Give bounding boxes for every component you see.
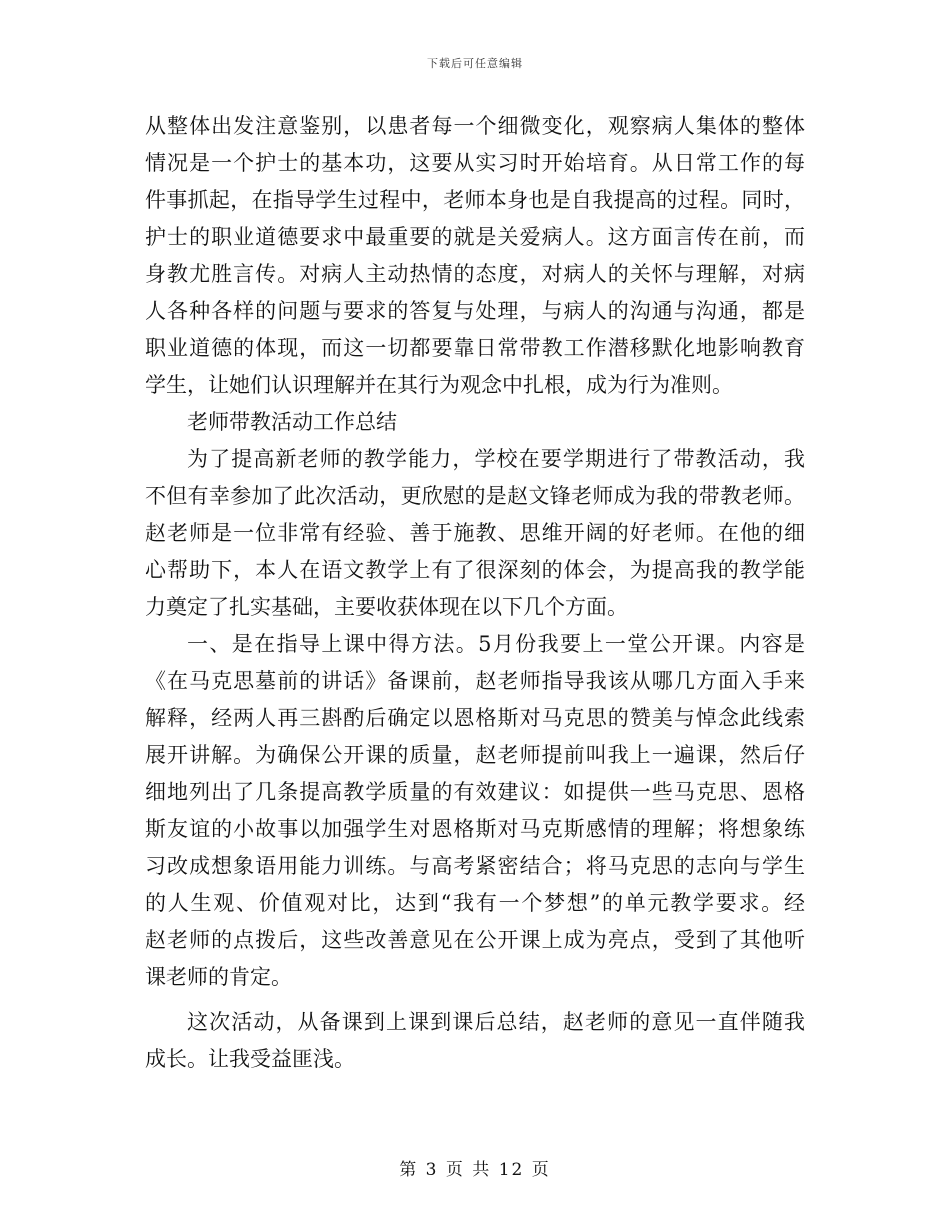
paragraph-line: 赵老师的点拨后，这些改善意见在公开课上成为亮点，受到了其他听 (145, 928, 805, 952)
paragraph-line: 《在马克思墓前的讲话》备课前，赵老师指导我该从哪几方面入手来 (145, 669, 805, 693)
paragraph-line: 为了提高新老师的教学能力，学校在要学期进行了带教活动，我 (187, 447, 805, 471)
paragraph-line: 的人生观、价值观对比，达到“我有一个梦想”的单元教学要求。经 (145, 891, 805, 915)
paragraph-line: 习改成想象语用能力训练。与高考紧密结合；将马克思的志向与学生 (145, 854, 805, 878)
page-header: 下载后可任意编辑 (427, 57, 523, 70)
paragraph-line: 这次活动，从备课到上课到课后总结，赵老师的意见一直伴随我 (187, 1010, 805, 1034)
paragraph-line: 学生，让她们认识理解并在其行为观念中扎根，成为行为准则。 (145, 373, 733, 397)
paragraph-line: 课老师的肯定。 (145, 965, 292, 989)
paragraph-line: 身教尤胜言传。对病人主动热情的态度，对病人的关怀与理解，对病 (145, 262, 805, 286)
paragraph-line: 人各种各样的问题与要求的答复与处理，与病人的沟通与沟通，都是 (145, 299, 805, 323)
paragraph-line: 不但有幸参加了此次活动，更欣慰的是赵文锋老师成为我的带教老师。 (145, 484, 805, 508)
paragraph-line: 职业道德的体现，而这一切都要靠日常带教工作潜移默化地影响教育 (145, 336, 805, 360)
paragraph-line: 斯友谊的小故事以加强学生对恩格斯对马克斯感情的理解；将想象练 (145, 817, 805, 841)
paragraph-line: 件事抓起，在指导学生过程中，老师本身也是自我提高的过程。同时， (145, 188, 805, 212)
page-footer: 第 3 页 共 12 页 (399, 1160, 551, 1180)
paragraph-line: 护士的职业道德要求中最重要的就是关爱病人。这方面言传在前，而 (145, 225, 805, 249)
paragraph-line: 一、是在指导上课中得方法。5月份我要上一堂公开课。内容是 (187, 632, 805, 656)
paragraph-line: 心帮助下，本人在语文教学上有了很深刻的体会，为提高我的教学能 (145, 558, 805, 582)
paragraph-line: 成长。让我受益匪浅。 (145, 1047, 355, 1071)
paragraph-line: 情况是一个护士的基本功，这要从实习时开始培育。从日常工作的每 (145, 151, 805, 175)
paragraph-line: 赵老师是一位非常有经验、善于施教、思维开阔的好老师。在他的细 (145, 521, 805, 545)
paragraph-line: 力奠定了扎实基础，主要收获体现在以下几个方面。 (145, 595, 628, 619)
section-title: 老师带教活动工作总结 (187, 410, 397, 434)
document-body (145, 108, 805, 1078)
paragraph-line: 细地列出了几条提高教学质量的有效建议：如提供一些马克思、恩格 (145, 780, 805, 804)
paragraph-line: 解释，经两人再三斟酌后确定以恩格斯对马克思的赞美与悼念此线索 (145, 706, 805, 730)
paragraph-line: 展开讲解。为确保公开课的质量，赵老师提前叫我上一遍课，然后仔 (145, 743, 805, 767)
paragraph-spacer (145, 996, 805, 1004)
paragraph-line: 从整体出发注意鉴别，以患者每一个细微变化，观察病人集体的整体 (145, 114, 805, 138)
